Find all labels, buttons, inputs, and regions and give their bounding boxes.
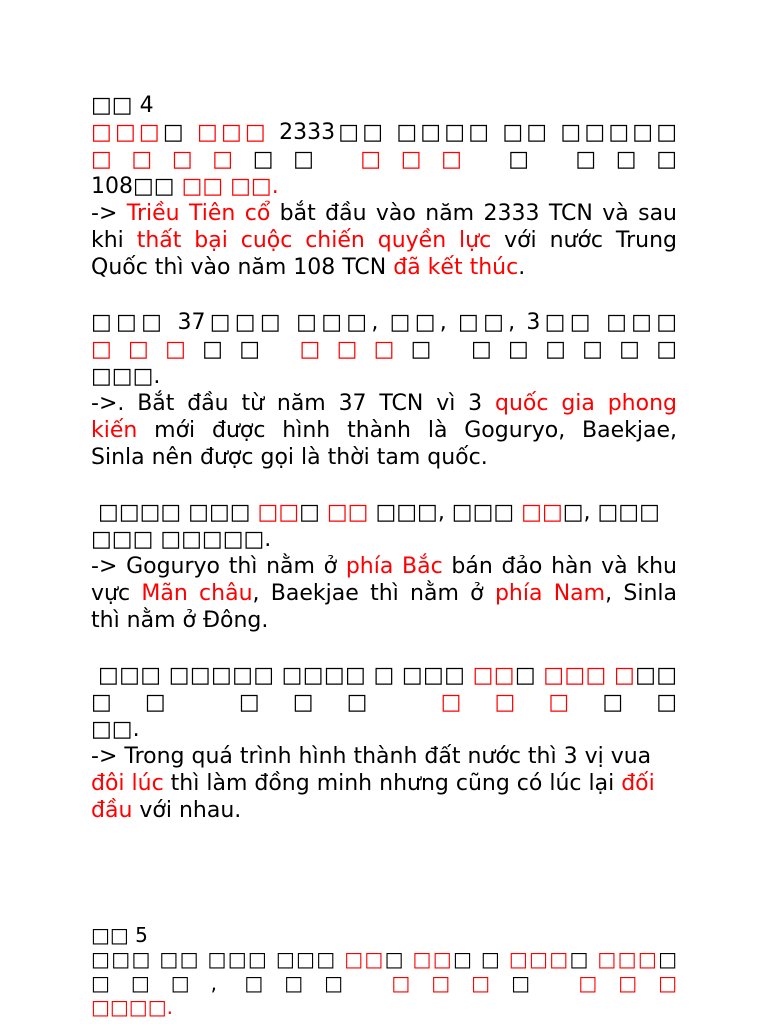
text-segment: □ bbox=[384, 947, 413, 971]
text-block bbox=[91, 499, 677, 634]
text-segment: □□ □□ □□□ bbox=[91, 663, 678, 715]
paragraph bbox=[91, 553, 677, 634]
text-segment: □ □□□□□□ bbox=[410, 337, 678, 362]
text-line bbox=[91, 227, 677, 254]
highlighted-text: □□ bbox=[257, 500, 300, 525]
text-segment: □□□ 37□□□ □□□, □□, □□, 3□□ □□□ bbox=[91, 310, 677, 335]
text-line bbox=[91, 444, 677, 471]
text-segment: 108□□ bbox=[91, 174, 182, 199]
text-segment: thì nằm ở Đông. bbox=[91, 608, 269, 633]
text-segment: 2333□□ □□□□ □□ □□□□□ bbox=[268, 120, 678, 145]
text-segment: □ bbox=[299, 500, 327, 525]
text-line bbox=[91, 309, 677, 363]
text-segment: -> Goguryo thì nằm ở bbox=[91, 554, 346, 579]
paragraph bbox=[91, 743, 677, 824]
text-segment: với nước Trung bbox=[491, 228, 678, 253]
text-line bbox=[91, 770, 677, 797]
paragraph bbox=[91, 947, 677, 1019]
text-segment: , Sinla bbox=[605, 581, 678, 606]
paragraph bbox=[91, 390, 677, 471]
text-line bbox=[91, 947, 677, 995]
text-segment: □ □□□, □□□ bbox=[91, 947, 677, 995]
text-line bbox=[91, 553, 677, 580]
highlighted-text: □□□ bbox=[197, 120, 269, 145]
highlighted-text: □□□□ bbox=[91, 147, 253, 172]
highlighted-text: phía Bắc bbox=[345, 554, 443, 579]
text-segment: Sinla nên được gọi là thời tam quốc. bbox=[91, 445, 488, 470]
text-line bbox=[91, 607, 677, 634]
text-segment: , Baekjae thì nằm ở bbox=[252, 581, 495, 606]
highlighted-text: □□ bbox=[344, 947, 385, 971]
highlighted-text: quốc gia phong bbox=[495, 391, 677, 416]
highlighted-text: □□□ bbox=[391, 971, 512, 995]
text-line bbox=[91, 200, 677, 227]
text-segment: . bbox=[518, 255, 526, 280]
text-segment: bán đảo hàn và khu bbox=[442, 554, 677, 579]
text-line bbox=[91, 119, 677, 173]
paragraph bbox=[91, 119, 677, 200]
text-segment: □ bbox=[511, 971, 579, 995]
section-heading: □□ 4 bbox=[91, 93, 154, 118]
highlighted-text: □□□ bbox=[360, 147, 482, 172]
text-line bbox=[91, 716, 677, 743]
text-segment: □ bbox=[514, 663, 544, 688]
highlighted-text: đối bbox=[621, 771, 655, 796]
highlighted-text: □□□ bbox=[440, 690, 603, 715]
highlighted-text: đã kết thúc bbox=[393, 255, 519, 280]
highlighted-text: □□□ □ bbox=[543, 663, 636, 688]
highlighted-text: □□□ bbox=[578, 971, 677, 995]
highlighted-text: Triều Tiên cổ bbox=[126, 201, 271, 226]
text-segment: □□□ □□ □□□ □□□ bbox=[91, 947, 345, 971]
text-line bbox=[91, 173, 677, 200]
text-segment: □□ bbox=[602, 690, 678, 715]
text-segment: □□□□ □□□ bbox=[98, 500, 258, 525]
text-segment: -> Trong quá trình hình thành đất nước thì 3 vị vua bbox=[91, 744, 652, 769]
paragraph bbox=[91, 662, 677, 743]
document-body bbox=[91, 92, 677, 1019]
highlighted-text: □□ bbox=[412, 947, 453, 971]
highlighted-text: □□ □□. bbox=[181, 174, 279, 199]
text-line bbox=[91, 363, 677, 390]
text-segment: □ bbox=[569, 947, 598, 971]
highlighted-text: phía Nam bbox=[494, 581, 606, 606]
highlighted-text: □□ bbox=[472, 663, 515, 688]
paragraph bbox=[91, 200, 677, 281]
text-segment: □ □□□ bbox=[481, 147, 677, 172]
text-line bbox=[91, 254, 677, 281]
highlighted-text: □□□ bbox=[597, 947, 659, 971]
highlighted-text: □□□ bbox=[508, 947, 570, 971]
text-block bbox=[91, 119, 677, 281]
highlighted-text: thất bại cuộc chiến quyền lực bbox=[136, 228, 492, 253]
highlighted-text: □□□ bbox=[91, 337, 203, 362]
section bbox=[91, 92, 677, 824]
highlighted-text: □□□□. bbox=[91, 995, 173, 1019]
text-segment: □□ bbox=[252, 147, 361, 172]
section-heading: □□ 5 bbox=[91, 923, 148, 947]
highlighted-text: đôi lúc bbox=[91, 771, 164, 796]
text-block bbox=[91, 309, 677, 471]
text-segment: bắt đầu vào năm 2333 TCN và sau bbox=[270, 201, 677, 226]
text-segment: □□ bbox=[202, 337, 300, 362]
text-segment: Quốc thì vào năm 108 TCN bbox=[91, 255, 394, 280]
highlighted-text: □□□ bbox=[91, 120, 163, 145]
highlighted-text: □□ bbox=[326, 500, 369, 525]
text-line bbox=[91, 662, 677, 716]
text-block bbox=[91, 662, 677, 824]
paragraph bbox=[91, 309, 677, 390]
text-segment: □, □□□ □□□ □□□□□. bbox=[91, 500, 660, 552]
text-line bbox=[91, 743, 677, 770]
text-segment: ->. Bắt đầu từ năm 37 TCN vì 3 bbox=[91, 391, 496, 416]
highlighted-text: □□ bbox=[521, 500, 563, 525]
text-segment: thì làm đồng minh nhưng cũng có lúc lại bbox=[163, 771, 622, 796]
highlighted-text: kiến bbox=[91, 418, 138, 443]
text-line bbox=[91, 580, 677, 607]
highlighted-text: đầu bbox=[91, 798, 133, 823]
text-block bbox=[91, 947, 677, 1019]
text-segment: vực bbox=[91, 581, 142, 606]
text-segment: khi bbox=[91, 228, 137, 253]
text-segment: □□□. bbox=[91, 364, 161, 389]
text-segment: □ bbox=[162, 120, 198, 145]
text-segment: □□□ □□□□□ □□□□ □ □□□ bbox=[98, 663, 473, 688]
text-line bbox=[91, 390, 677, 417]
highlighted-text: Mãn châu bbox=[141, 581, 253, 606]
text-line bbox=[91, 499, 677, 553]
text-segment: -> bbox=[91, 201, 127, 226]
section bbox=[91, 923, 677, 1019]
text-line bbox=[91, 797, 677, 824]
text-segment: □□. bbox=[91, 717, 140, 742]
text-segment: mới được hình thành là Goguryo, Baekjae, bbox=[137, 418, 677, 443]
text-segment: □□□, □□□ bbox=[368, 500, 522, 525]
text-segment: với nhau. bbox=[132, 798, 242, 823]
paragraph bbox=[91, 499, 677, 553]
text-line bbox=[91, 995, 677, 1019]
highlighted-text: □□□ bbox=[299, 337, 411, 362]
text-segment: □ □ bbox=[453, 947, 509, 971]
text-line bbox=[91, 417, 677, 444]
